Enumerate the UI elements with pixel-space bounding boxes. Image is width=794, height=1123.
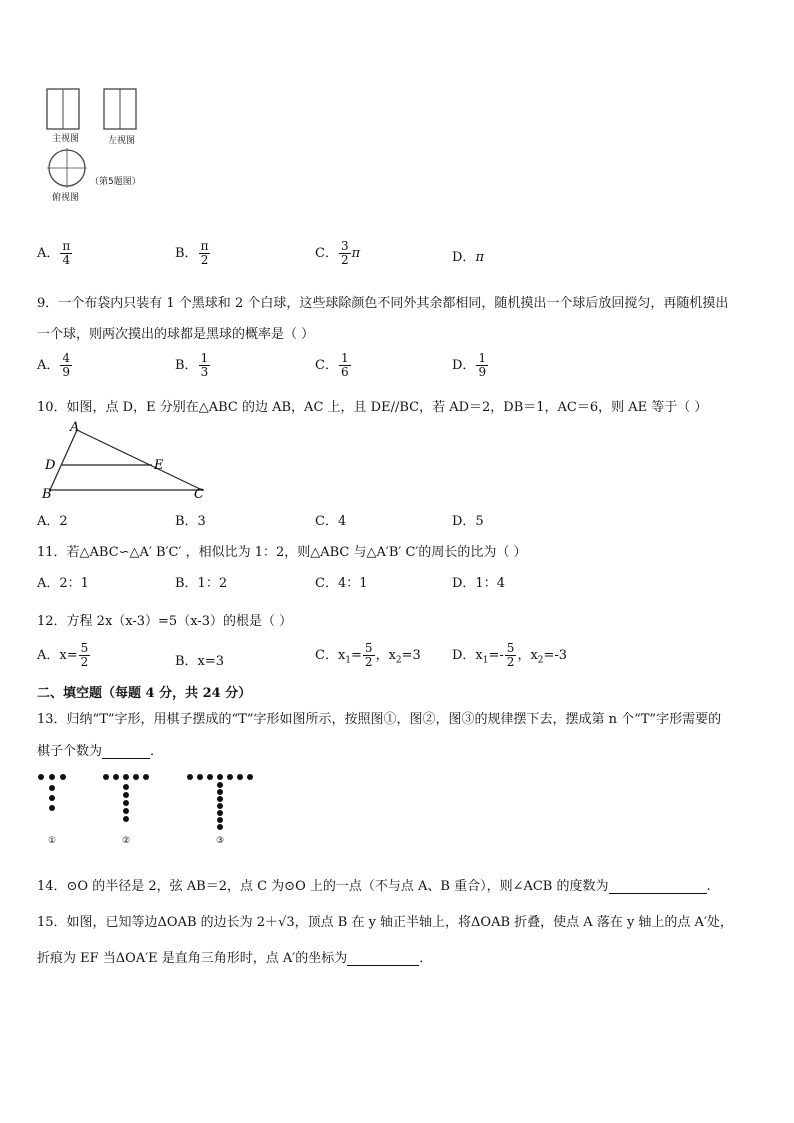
q15-text-line2: 折痕为 EF 当ΔOA′E 是直角三角形时，点 A′的坐标为 ． <box>37 951 433 966</box>
answer-blank[interactable] <box>609 881 707 894</box>
q9-text-line2: 一个球，则两次摸出的球都是黑球的概率是（ ） <box>37 327 315 342</box>
front-view-label: 主视图 <box>52 134 80 144</box>
label-b: B <box>42 487 52 500</box>
triangle-figure <box>40 420 220 500</box>
fig-label-2: ② <box>122 836 131 846</box>
t-shape-figures <box>36 770 276 830</box>
answer-blank[interactable] <box>347 953 419 966</box>
fraction: $\frac{3}{2}$ <box>340 239 349 267</box>
q13-text-line1: 13．归纳“T”字形，用棋子摆成的“T”字形如图所示，按照图①，图②，图③的规律摆下去，摆成第 n 个“T”字形需要的 <box>37 712 722 727</box>
q12-text: 12．方程 2x（x-3）=5（x-3）的根是（ ） <box>37 614 293 629</box>
q9-text-line1: 9．一个布袋内只装有 1 个黑球和 2 个白球，这些球除颜色不同外其余都相同，随机摸出一个球后放回搅匀，再随机摸出 <box>37 296 729 311</box>
q11-option-c[interactable]: C．4：1 <box>315 576 368 591</box>
q12-option-b[interactable]: B．x=3 <box>175 654 225 669</box>
fraction: $\frac{\pi}{2}$ <box>200 239 209 267</box>
section-heading: 二、填空题（每题 4 分，共 24 分） <box>37 686 252 701</box>
fraction: $\frac{\pi}{4}$ <box>62 239 71 267</box>
q11-option-d[interactable]: D．1：4 <box>452 576 505 591</box>
top-view-label: 俯视图 <box>52 193 80 203</box>
q12-option-d[interactable]: D．$x_1=-$ $\frac{5}{2}$ ，$x_2=-3$ <box>452 641 568 669</box>
answer-blank[interactable] <box>102 746 150 759</box>
q9-option-c[interactable]: C． $\frac{1}{6}$ <box>315 351 349 379</box>
fig-label-1: ① <box>48 836 57 846</box>
q8-option-c[interactable]: C． $\frac{3}{2}$ π <box>315 239 361 267</box>
q10-option-c[interactable]: C．4 <box>315 514 347 529</box>
q9-option-a[interactable]: A． $\frac{4}{9}$ <box>37 351 71 379</box>
q15-text-line1: 15．如图，已知等边ΔOAB 的边长为 2＋√3，顶点 B 在 y 轴正半轴上，将ΔOAB 折叠，使点 A 落在 y 轴上的点 A′处， <box>37 915 733 930</box>
label-c: C <box>194 487 204 500</box>
figure5-caption: （第5题图） <box>90 177 141 187</box>
q11-text: 11．若△ABC∽△A′ B′C′ ，相似比为 1：2，则△ABC 与△A′B′ C′的周长的比为（ ） <box>37 545 527 560</box>
q9-option-b[interactable]: B． $\frac{1}{3}$ <box>175 351 209 379</box>
label-e: E <box>154 458 164 473</box>
fig-label-3: ③ <box>216 836 225 846</box>
q8-option-b[interactable]: B． $\frac{\pi}{2}$ <box>175 239 209 267</box>
q12-option-c[interactable]: C．$x_1=$ $\frac{5}{2}$ ，$x_2=3$ <box>315 641 421 669</box>
q11-option-b[interactable]: B．1：2 <box>175 576 228 591</box>
left-view-label: 左视图 <box>108 136 136 146</box>
label-d: D <box>45 458 56 473</box>
q10-text: 10．如图，点 D，E 分别在△ABC 的边 AB，AC 上，且 DE//BC，若 AD＝2，DB＝1，AC＝6，则 AE 等于（ ） <box>37 400 708 415</box>
q12-option-a[interactable]: A．x= $\frac{5}{2}$ <box>37 641 89 669</box>
q14-text: 14．⊙O 的半径是 2，弦 AB＝2，点 C 为⊙O 上的一点（不与点 A、B 重合），则∠ACB 的度数为 . <box>37 879 711 894</box>
three-view-drawing <box>40 86 150 206</box>
q10-option-b[interactable]: B．3 <box>175 514 206 529</box>
q11-option-a[interactable]: A．2：1 <box>37 576 89 591</box>
q10-option-a[interactable]: A．2 <box>37 514 68 529</box>
q9-option-d[interactable]: D． $\frac{1}{9}$ <box>452 351 487 379</box>
three-view-figure <box>40 86 150 206</box>
q8-option-a[interactable]: A． $\frac{\pi}{4}$ <box>37 239 71 267</box>
q10-option-d[interactable]: D．5 <box>452 514 484 529</box>
label-a: A <box>70 420 80 435</box>
q8-option-d[interactable]: D．π <box>452 250 484 265</box>
q13-text-line2: 棋子个数为 ． <box>37 744 164 759</box>
